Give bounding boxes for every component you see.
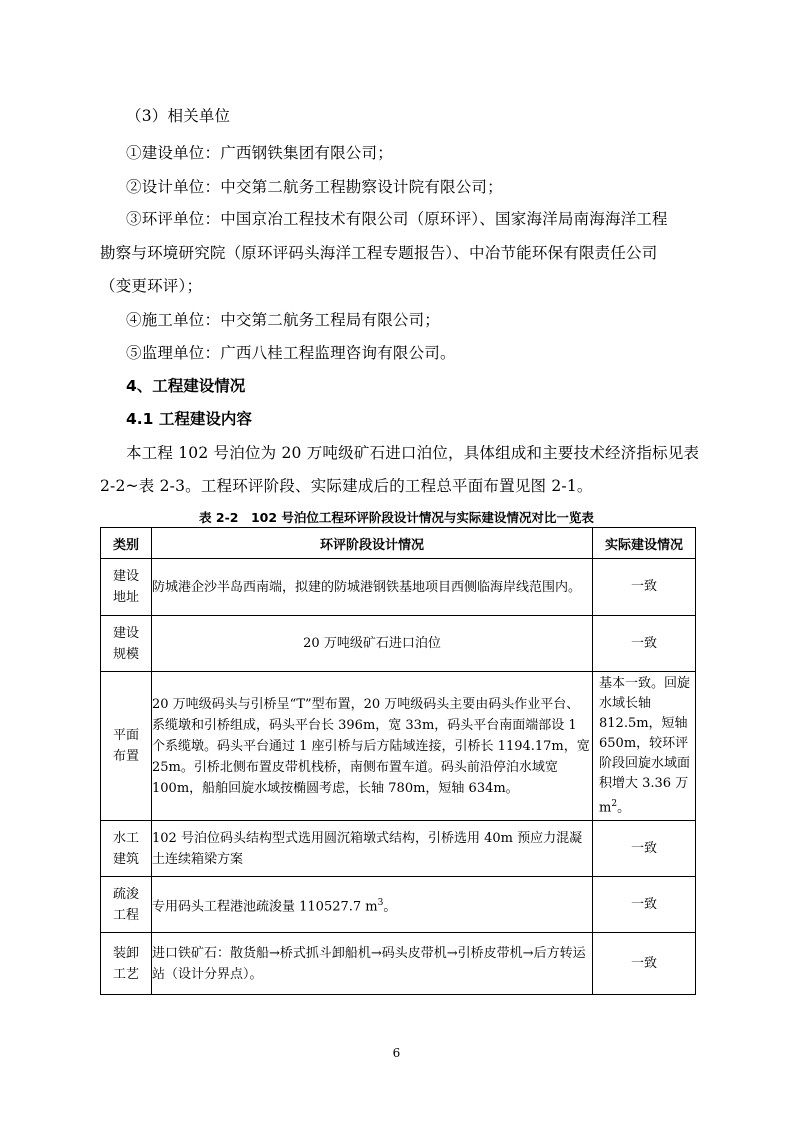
category-line-2: 工程: [112, 907, 139, 923]
table-row: [101, 616, 696, 672]
category-line-1: 平面: [112, 728, 139, 744]
design-text: 专用码头工程港池疏浚量 110527.7 m: [152, 898, 378, 914]
construction-unit-line: ①建设单位：广西钢铁集团有限公司；: [126, 144, 393, 162]
table-row: [101, 672, 696, 821]
eia-unit-line-3: （变更环评）；: [100, 277, 203, 295]
table-caption: 表 2-2 102 号泊位工程环评阶段设计情况与实际建设情况对比一览表: [199, 510, 594, 525]
row-design: [152, 877, 593, 933]
row-actual: 一致: [593, 616, 696, 672]
row-category: [101, 616, 152, 672]
row-actual: 一致: [593, 933, 696, 995]
header-design: 环评阶段设计情况: [152, 528, 593, 559]
row-actual: 一致: [593, 559, 696, 616]
eia-unit-line-1: ③环评单位：中国京冶工程技术有限公司（原环评）、国家海洋局南海海洋工程: [126, 210, 668, 228]
row-actual: 一致: [593, 821, 696, 877]
header-actual: 实际建设情况: [593, 528, 696, 559]
row-category: [101, 877, 152, 933]
unit-superscript: 2: [611, 799, 618, 809]
category-line-2: 布置: [112, 749, 139, 765]
section-units-title: （3）相关单位: [126, 107, 231, 125]
actual-text: 基本一致。回旋水域长轴 812.5m，短轴 650m，较环评阶段回旋水域面积增大 3.36 万 m: [599, 676, 691, 816]
design-text-end: 。: [383, 898, 397, 914]
table-row: [101, 821, 696, 877]
row-design: 20 万吨级码头与引桥呈“T”型布置，20 万吨级码头主要由码头作业平台、系缆墩和引桥组成，码头平台长 396m，宽 33m，码头平台南面端部设 1 个系缆墩。码头平台通过 1 座引桥与后方陆域连接，引桥长 1194.17m，宽 25m。引桥北侧布置皮带机栈桥，南侧布置车道。码头前沿停泊水域宽 100m，船舶回旋水域按椭圆考虑，长轴 780m，短轴 634m。: [152, 672, 593, 821]
body-text-line-1: 本工程 102 号泊位为 20 万吨级矿石进口泊位，具体组成和主要技术经济指标见表: [126, 444, 700, 462]
row-design: 进口铁矿石：散货船→桥式抓斗卸船机→码头皮带机→引桥皮带机→后方转运站（设计分界点）。: [152, 933, 593, 995]
category-line-2: 建筑: [112, 851, 139, 867]
section-4-1-heading: 4.1 工程建设内容: [126, 410, 252, 428]
header-category: 类别: [101, 528, 152, 559]
eia-unit-line-2: 勘察与环境研究院（原环评码头海洋工程专题报告）、中冶节能环保有限责任公司: [100, 244, 658, 262]
design-unit-line: ②设计单位：中交第二航务工程勘察设计院有限公司；: [126, 178, 503, 196]
supervision-unit-line: ⑤监理单位：广西八桂工程监理咨询有限公司。: [126, 344, 456, 362]
table-row: [101, 933, 696, 995]
row-category: [101, 559, 152, 616]
comparison-table: [100, 527, 696, 995]
row-design: 102 号泊位码头结构型式选用圆沉箱墩式结构，引桥选用 40m 预应力混凝土连续箱梁方案: [152, 821, 593, 877]
table-row: [101, 877, 696, 933]
table-header-row: [101, 528, 696, 559]
row-category: [101, 821, 152, 877]
category-line-1: 建设: [112, 625, 139, 641]
category-line-1: 疏浚: [112, 886, 139, 902]
row-actual: 一致: [593, 877, 696, 933]
category-line-1: 水工: [112, 830, 139, 846]
row-design: 20 万吨级矿石进口泊位: [152, 616, 593, 672]
row-category: [101, 933, 152, 995]
actual-text-end: 。: [617, 800, 631, 816]
builder-unit-line: ④施工单位：中交第二航务工程局有限公司；: [126, 311, 441, 329]
section-4-heading: 4、工程建设情况: [126, 377, 246, 395]
row-category: [101, 672, 152, 821]
table-row: [101, 559, 696, 616]
body-text-line-2: 2-2~表 2-3。工程环评阶段、实际建成后的工程总平面布置见图 2-1。: [100, 477, 593, 495]
row-actual: [593, 672, 696, 821]
category-line-2: 规模: [112, 646, 139, 662]
row-design: 防城港企沙半岛西南端，拟建的防城港钢铁基地项目西侧临海岸线范围内。: [152, 559, 593, 616]
category-line-2: 工艺: [112, 966, 139, 982]
unit-superscript: 3: [377, 897, 384, 908]
category-line-2: 地址: [112, 590, 139, 605]
category-line-1: 装卸: [112, 945, 139, 961]
page-number: 6: [392, 1046, 401, 1060]
category-line-1: 建设: [112, 569, 139, 584]
